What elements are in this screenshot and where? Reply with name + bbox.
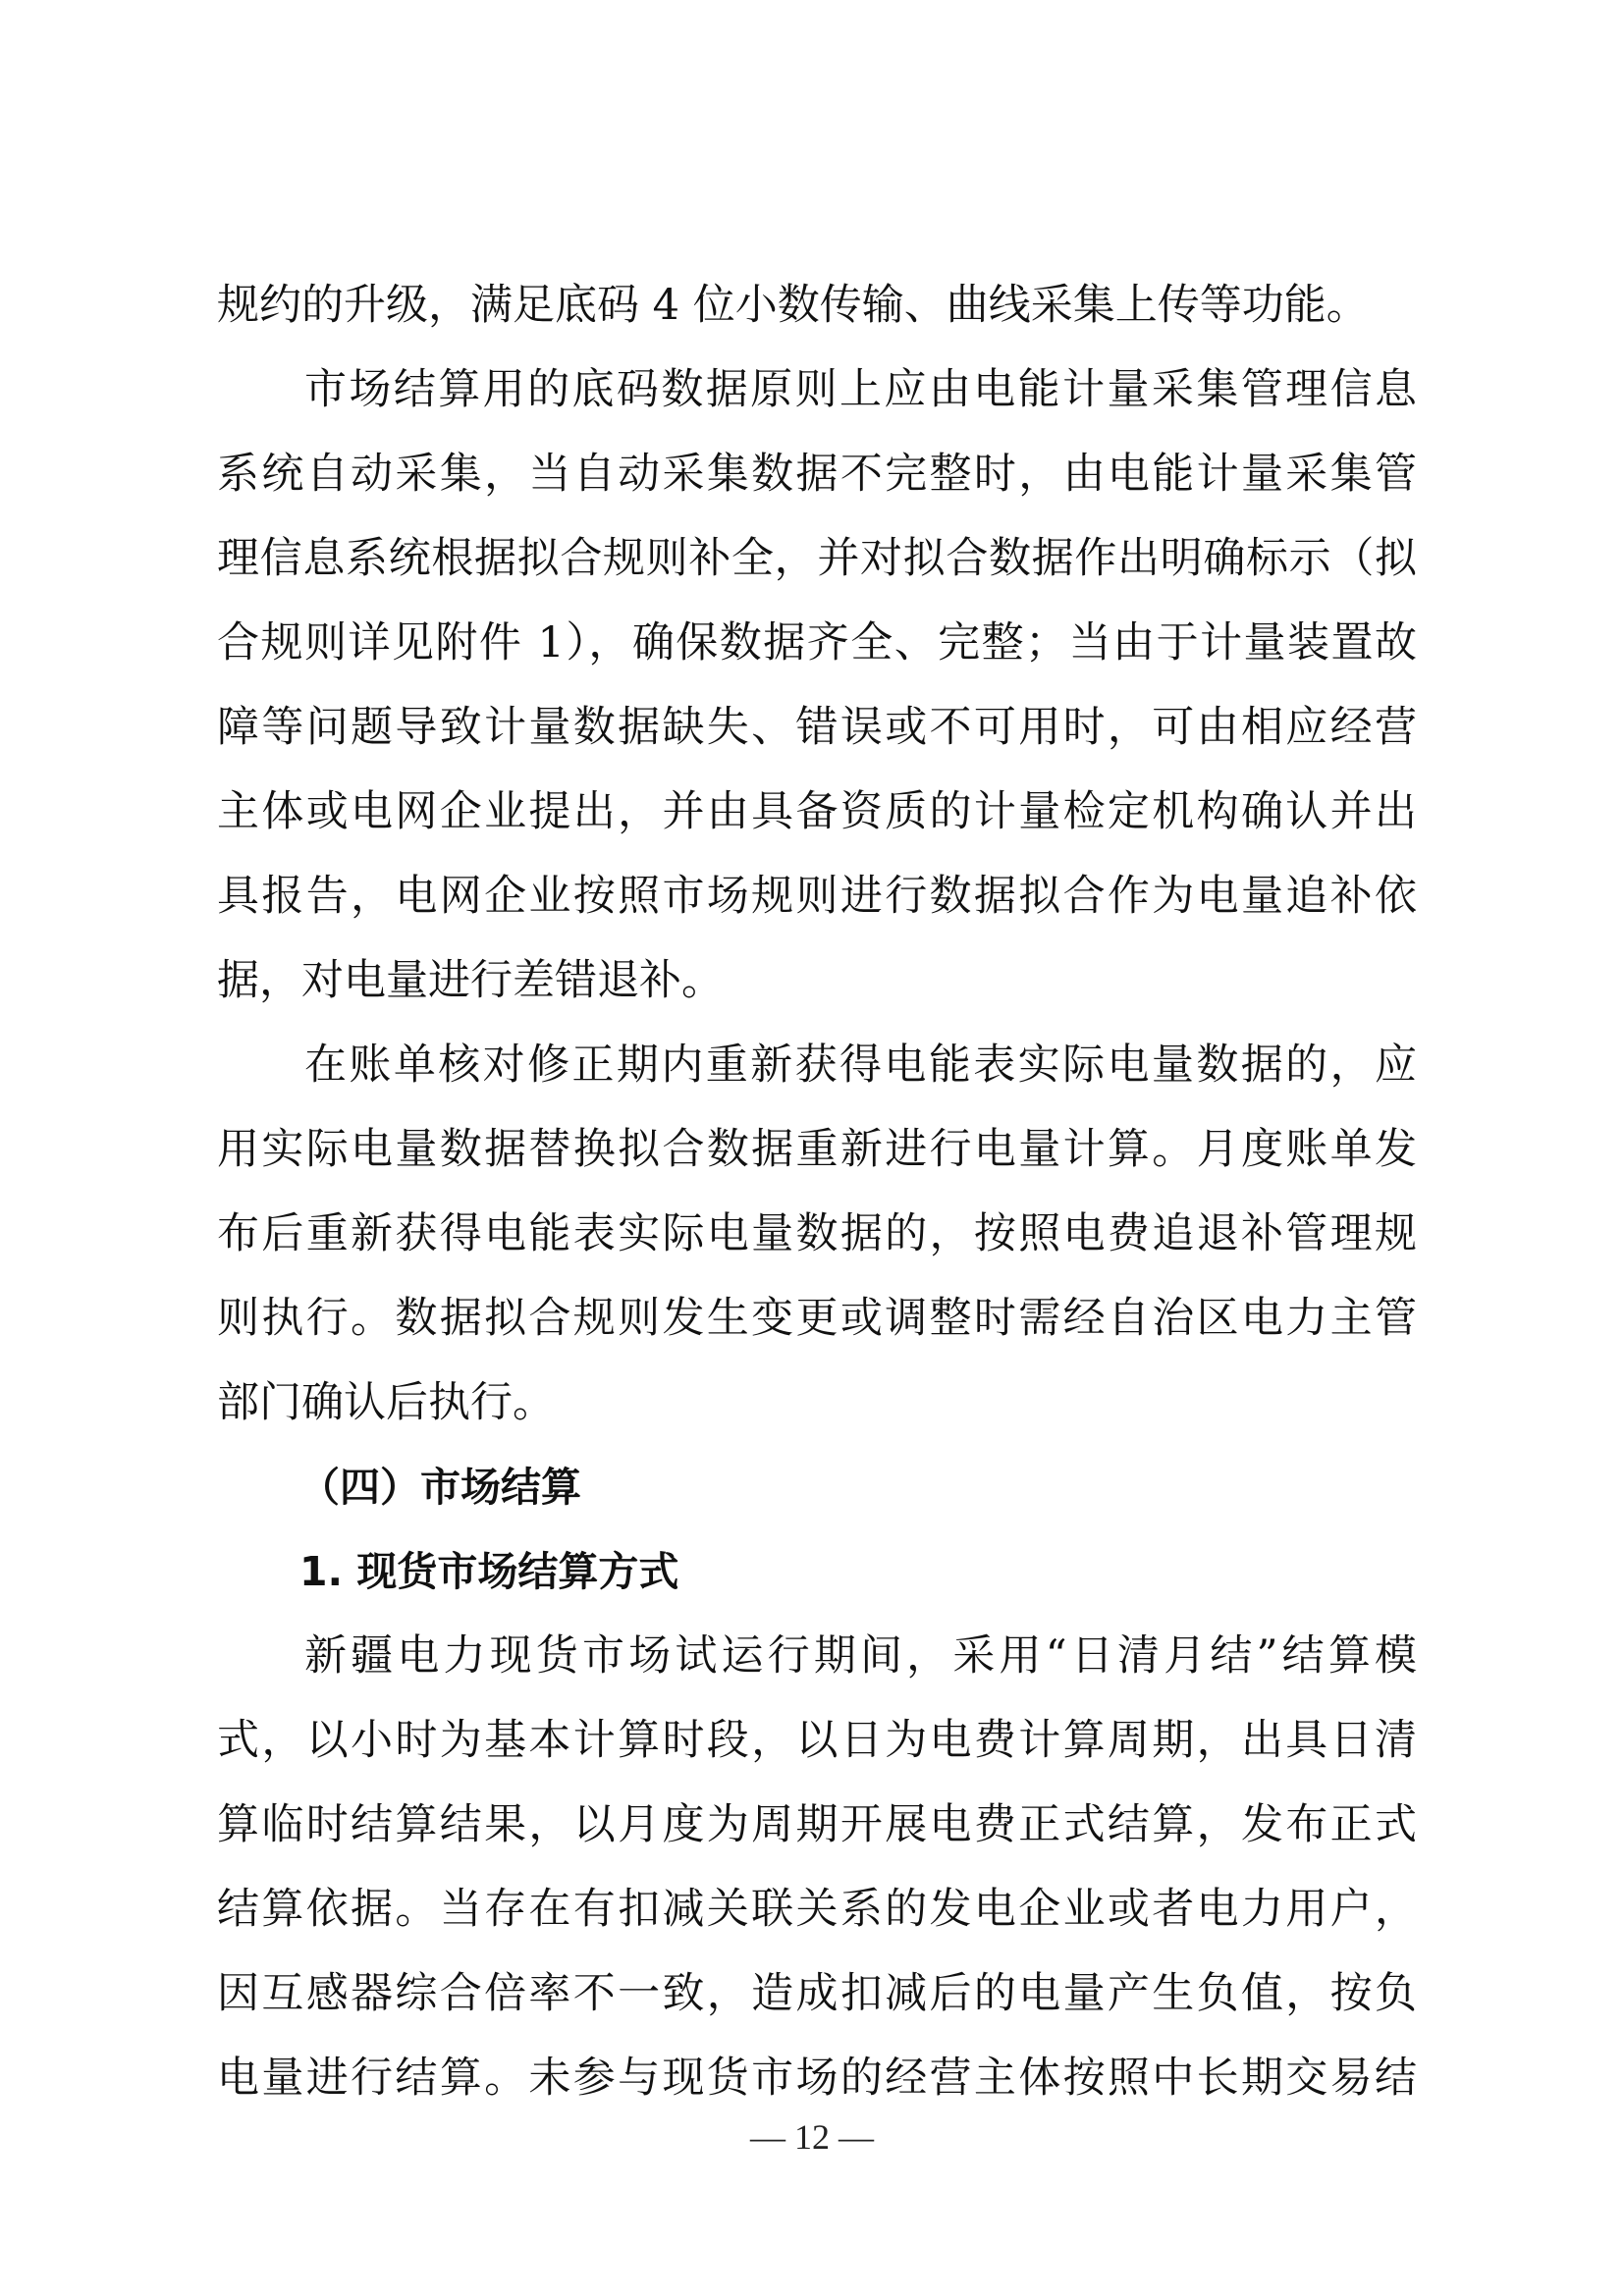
body-line: 布后重新获得电能表实际电量数据的，按照电费追退补管理规 — [217, 1209, 1417, 1258]
body-line: 规约的升级，满足底码 4 位小数传输、曲线采集上传等功能。 — [217, 281, 1369, 330]
body-line: 电量进行结算。未参与现货市场的经营主体按照中长期交易结 — [217, 2054, 1417, 2103]
body-line: 结算依据。当存在有扣减关联关系的发电企业或者电力用户， — [217, 1885, 1417, 1934]
paragraph-first-line: 新疆电力现货市场试运行期间，采用“日清月结”结算模 — [304, 1631, 1417, 1681]
body-line: 算临时结算结果，以月度为周期开展电费正式结算，发布正式 — [217, 1800, 1417, 1849]
body-line: 合规则详见附件 1），确保数据齐全、完整；当由于计量装置故 — [217, 618, 1417, 667]
body-line: 主体或电网企业提出，并由具备资质的计量检定机构确认并出 — [217, 787, 1417, 836]
body-line: 障等问题导致计量数据缺失、错误或不可用时，可由相应经营 — [217, 703, 1417, 752]
section-heading: （四）市场结算 — [299, 1464, 581, 1511]
body-line: 式，以小时为基本计算时段，以日为电费计算周期，出具日清 — [217, 1716, 1417, 1765]
paragraph-first-line: 在账单核对修正期内重新获得电能表实际电量数据的，应 — [304, 1041, 1417, 1090]
body-line: 据，对电量进行差错退补。 — [217, 956, 724, 1005]
body-line: 理信息系统根据拟合规则补全，并对拟合数据作出明确标示（拟 — [217, 534, 1417, 583]
body-line: 系统自动采集，当自动采集数据不完整时，由电能计量采集管 — [217, 450, 1417, 499]
body-line: 用实际电量数据替换拟合数据重新进行电量计算。月度账单发 — [217, 1125, 1417, 1174]
page-number: — 12 — — [750, 2117, 874, 2157]
body-line: 部门确认后执行。 — [217, 1378, 555, 1427]
body-line: 因互感器综合倍率不一致，造成扣减后的电量产生负值，按负 — [217, 1969, 1417, 2018]
body-line: 具报告，电网企业按照市场规则进行数据拟合作为电量追补依 — [217, 872, 1417, 921]
subsection-heading: 1. 现货市场结算方式 — [299, 1548, 679, 1595]
paragraph-first-line: 市场结算用的底码数据原则上应由电能计量采集管理信息 — [304, 365, 1417, 414]
body-line: 则执行。数据拟合规则发生变更或调整时需经自治区电力主管 — [217, 1294, 1417, 1343]
document-body — [217, 263, 1417, 2120]
